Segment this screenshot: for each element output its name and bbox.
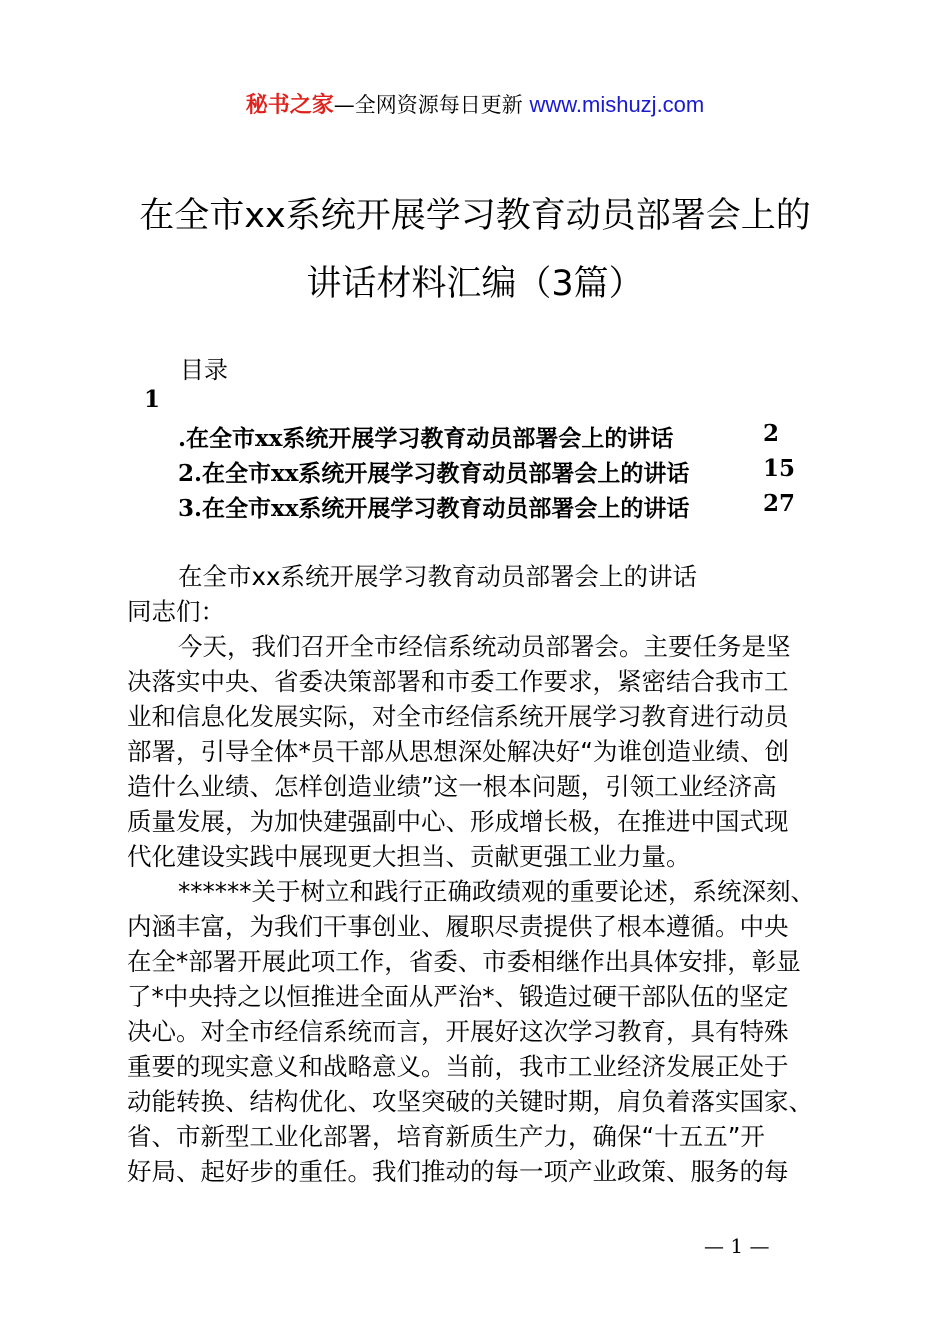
toc-item-2[interactable]: 2.在全市xx系统开展学习教育动员部署会上的讲话 bbox=[178, 460, 690, 487]
toc-number: 1 bbox=[144, 386, 161, 413]
page-number: — 1 — bbox=[704, 1234, 770, 1258]
tagline: —全网资源每日更新 bbox=[333, 93, 530, 117]
body-line: 好局、起好步的重任。我们推动的每一项产业政策、服务的每 bbox=[127, 1157, 789, 1186]
body-line: ******关于树立和践行正确政绩观的重要论述，系统深刻、 bbox=[178, 877, 815, 906]
toc-page-2: 15 bbox=[763, 455, 796, 482]
site-url-link[interactable]: www.mishuzj.com bbox=[529, 92, 705, 117]
toc-item-1[interactable]: .在全市xx系统开展学习教育动员部署会上的讲话 bbox=[178, 425, 674, 452]
body-line: 了*中央持之以恒推进全面从严治*、锻造过硬干部队伍的坚定 bbox=[127, 982, 789, 1011]
body-line: 造什么业绩、怎样创造业绩”这一根本问题，引领工业经济高 bbox=[127, 772, 777, 801]
body-line: 质量发展，为加快建强副中心、形成增长极，在推进中国式现 bbox=[127, 807, 789, 836]
body-line: 动能转换、结构优化、攻坚突破的关键时期，肩负着落实国家、 bbox=[127, 1087, 813, 1116]
body-line: 代化建设实践中展现更大担当、贡献更强工业力量。 bbox=[127, 842, 691, 871]
body-line: 业和信息化发展实际，对全市经信系统开展学习教育进行动员 bbox=[127, 702, 789, 731]
brand-name: 秘书之家 bbox=[245, 93, 334, 118]
body-line: 今天，我们召开全市经信系统动员部署会。主要任务是坚 bbox=[178, 632, 791, 661]
body-line: 内涵丰富，为我们干事创业、履职尽责提供了根本遵循。中央 bbox=[127, 912, 789, 941]
body-line: 在全*部署开展此项工作，省委、市委相继作出具体安排，彰显 bbox=[127, 947, 801, 976]
body-line: 决心。对全市经信系统而言，开展好这次学习教育，具有特殊 bbox=[127, 1017, 789, 1046]
toc-page-3: 27 bbox=[763, 490, 796, 517]
salutation: 同志们： bbox=[127, 597, 225, 626]
toc-page-1: 2 bbox=[763, 420, 780, 447]
body-line: 部署，引导全体*员干部从思想深处解决好“为谁创造业绩、创 bbox=[127, 737, 789, 766]
doc-title-line-2: 讲话材料汇编（3篇） bbox=[306, 264, 644, 304]
site-header bbox=[0, 88, 950, 119]
toc-item-3[interactable]: 3.在全市xx系统开展学习教育动员部署会上的讲话 bbox=[178, 495, 690, 522]
toc-heading: 目录 bbox=[180, 356, 228, 384]
doc-title-line-1: 在全市xx系统开展学习教育动员部署会上的 bbox=[139, 196, 811, 236]
section-title: 在全市xx系统开展学习教育动员部署会上的讲话 bbox=[178, 562, 697, 591]
body-line: 重要的现实意义和战略意义。当前，我市工业经济发展正处于 bbox=[127, 1052, 789, 1081]
body-line: 决落实中央、省委决策部署和市委工作要求，紧密结合我市工 bbox=[127, 667, 789, 696]
body-line: 省、市新型工业化部署，培育新质生产力，确保“十五五”开 bbox=[127, 1122, 765, 1151]
